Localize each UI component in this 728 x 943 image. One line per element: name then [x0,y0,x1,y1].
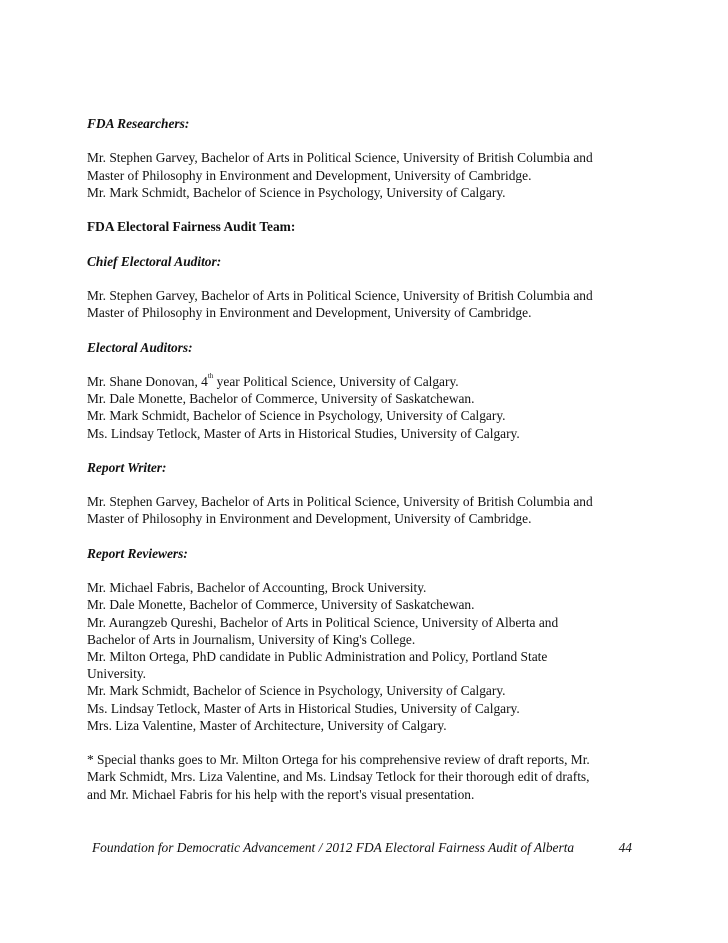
reviewers-heading: Report Reviewers: [87,545,188,561]
team-heading: FDA Electoral Fairness Audit Team: [87,219,296,235]
page-number: 44 [618,840,632,855]
auditor-line: Ms. Lindsay Tetlock, Master of Arts in Historical Studies, University of Calgary. [87,425,520,441]
auditor-line-donovan [87,373,647,390]
researchers-line: Mr. Stephen Garvey, Bachelor of Arts in Political Science, University of British Columbia and [87,150,593,166]
reviewer-line: Mrs. Liza Valentine, Master of Architecture, University of Calgary. [87,717,447,733]
spacer [87,270,647,287]
chief-auditor-line: Mr. Stephen Garvey, Bachelor of Arts in Political Science, University of British Columbia and [87,287,593,303]
reviewer-line: Ms. Lindsay Tetlock, Master of Arts in Historical Studies, University of Calgary. [87,700,520,716]
spacer [87,235,647,252]
chief-auditor-line: Master of Philosophy in Environment and Development, University of Cambridge. [87,305,532,321]
reviewer-line: Mr. Milton Ortega, PhD candidate in Public Administration and Policy, Portland State [87,649,548,665]
reviewer-line: Bachelor of Arts in Journalism, University of King's College. [87,631,416,647]
thanks-line: * Special thanks goes to Mr. Milton Ortega for his comprehensive review of draft reports, Mr. [87,752,590,768]
auditor-line: Mr. Mark Schmidt, Bachelor of Science in Psychology, University of Calgary. [87,408,506,424]
thanks-line: and Mr. Michael Fabris for his help with the report's visual presentation. [87,786,475,802]
reviewer-line: Mr. Mark Schmidt, Bachelor of Science in Psychology, University of Calgary. [87,683,506,699]
reviewer-line: Mr. Michael Fabris, Bachelor of Accounting, Brock University. [87,580,427,596]
auditor-line: Mr. Dale Monette, Bachelor of Commerce, University of Saskatchewan. [87,391,475,407]
researchers-heading: FDA Researchers: [87,116,190,131]
spacer [87,476,647,493]
thanks-line: Mark Schmidt, Mrs. Liza Valentine, and Ms. Lindsay Tetlock for their thorough edit of drafts, [87,769,590,785]
writer-line: Master of Philosophy in Environment and Development, University of Cambridge. [87,511,532,527]
researchers-line: Mr. Mark Schmidt, Bachelor of Science in Psychology, University of Calgary. [87,184,506,200]
spacer [87,528,647,545]
reviewer-line: University. [87,666,147,682]
page-footer [92,840,632,856]
donovan-text: Mr. Shane Donovan, 4 [87,373,208,389]
spacer [87,734,647,751]
spacer [87,132,647,149]
researchers-line: Master of Philosophy in Environment and Development, University of Cambridge. [87,167,532,183]
auditors-heading: Electoral Auditors: [87,339,193,355]
donovan-text-rest: year Political Science, University of Calgary. [213,373,459,389]
writer-heading: Report Writer: [87,459,167,475]
spacer [87,442,647,459]
footer-text: Foundation for Democratic Advancement / 2012 FDA Electoral Fairness Audit of Alberta [92,840,575,855]
page-body [87,115,647,803]
reviewer-line: Mr. Dale Monette, Bachelor of Commerce, University of Saskatchewan. [87,597,475,613]
spacer [87,356,647,373]
spacer [87,201,647,218]
chief-auditor-heading: Chief Electoral Auditor: [87,253,222,269]
spacer [87,562,647,579]
spacer [87,321,647,338]
writer-line: Mr. Stephen Garvey, Bachelor of Arts in Political Science, University of British Columbia and [87,494,593,510]
reviewer-line: Mr. Aurangzeb Qureshi, Bachelor of Arts in Political Science, University of Alberta and [87,614,559,630]
ordinal-suffix: th [207,372,214,381]
